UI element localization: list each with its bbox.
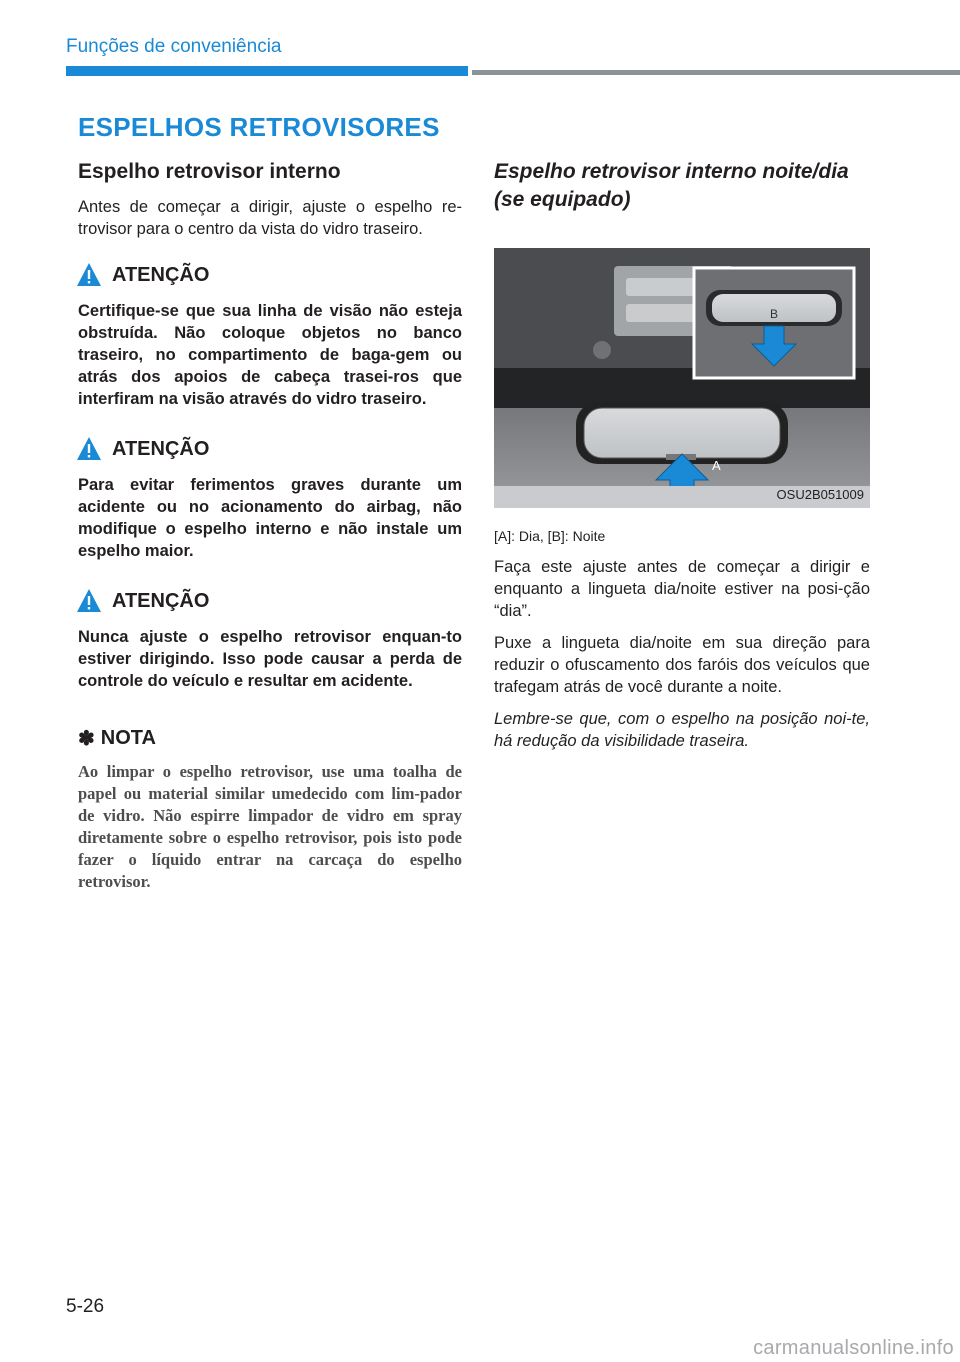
right-column [494, 158, 870, 762]
section-title: ESPELHOS RETROVISORES [78, 112, 440, 142]
note-asterisk-icon: ✽ [78, 728, 95, 750]
day-night-mirror-heading: Espelho retrovisor interno noite/dia (se equipado) [494, 160, 849, 211]
warning-text: Nunca ajuste o espelho retrovisor enquan-to estiver dirigindo. Isso pode causar a perda de controle do veículo e resultar em acidente. [78, 628, 462, 690]
warning-text: Certifique-se que sua linha de visão não esteja obstruída. Não coloque objetos no banco traseiro, no compartimento de baga-gem ou atrás dos apoios de cabeça trasei-ros que interfiram na visão através do vidro traseiro. [78, 302, 462, 408]
intro-paragraph: Antes de começar a dirigir, ajuste o espelho re-trovisor para o centro da vista do vidro traseiro. [78, 198, 462, 238]
paragraph-night: Puxe a lingueta dia/noite em sua direção para reduzir o ofuscamento dos faróis dos veículos que trafegam atrás de você durante a noite. [494, 634, 870, 696]
note-title: NOTA [100, 727, 156, 749]
warning-triangle-icon [76, 262, 102, 288]
figure-label-b: B [770, 307, 779, 321]
warning-title: ATENÇÃO [112, 263, 210, 286]
warning-title: ATENÇÃO [112, 437, 210, 460]
header-bar-blue [66, 66, 468, 76]
page-number: 5-26 [66, 1296, 105, 1317]
mirror-illustration [494, 248, 870, 508]
warning-block-3 [78, 586, 462, 692]
figure-caption: [A]: Dia, [B]: Noite [494, 528, 606, 544]
header-bar-gray [472, 70, 960, 75]
note-block [78, 726, 462, 893]
warning-block-2 [78, 434, 462, 562]
inner-mirror-heading: Espelho retrovisor interno [78, 160, 341, 183]
watermark: carmanualsonline.info [753, 1337, 954, 1359]
mirror-illustration-svg [494, 248, 870, 508]
figure-code: OSU2B051009 [776, 487, 864, 502]
italic-note: Lembre-se que, com o espelho na posição noi-te, há redução da visibilidade traseira. [494, 710, 870, 750]
warning-triangle-icon [76, 588, 102, 614]
note-text: Ao limpar o espelho retrovisor, use uma toalha de papel ou material similar umedecido com lim-pador de vidro. Não espirre limpador de vidro em spray diretamente sobre o espelho retrovisor, pois isto pode fazer o líquido entrar na carcaça do espelho retrovisor. [78, 762, 462, 891]
paragraph-day: Faça este ajuste antes de começar a dirigir e enquanto a lingueta dia/noite estiver na posi-ção “dia”. [494, 558, 870, 620]
warning-title: ATENÇÃO [112, 589, 210, 612]
warning-triangle-icon [76, 436, 102, 462]
left-column [78, 160, 462, 893]
warning-block-1 [78, 260, 462, 410]
figure-label-a: A [712, 458, 721, 473]
warning-text: Para evitar ferimentos graves durante um acidente ou no acionamento do airbag, não modifique o espelho interno e não instale um espelho maior. [78, 476, 462, 560]
running-header: Funções de conveniência [66, 36, 282, 57]
